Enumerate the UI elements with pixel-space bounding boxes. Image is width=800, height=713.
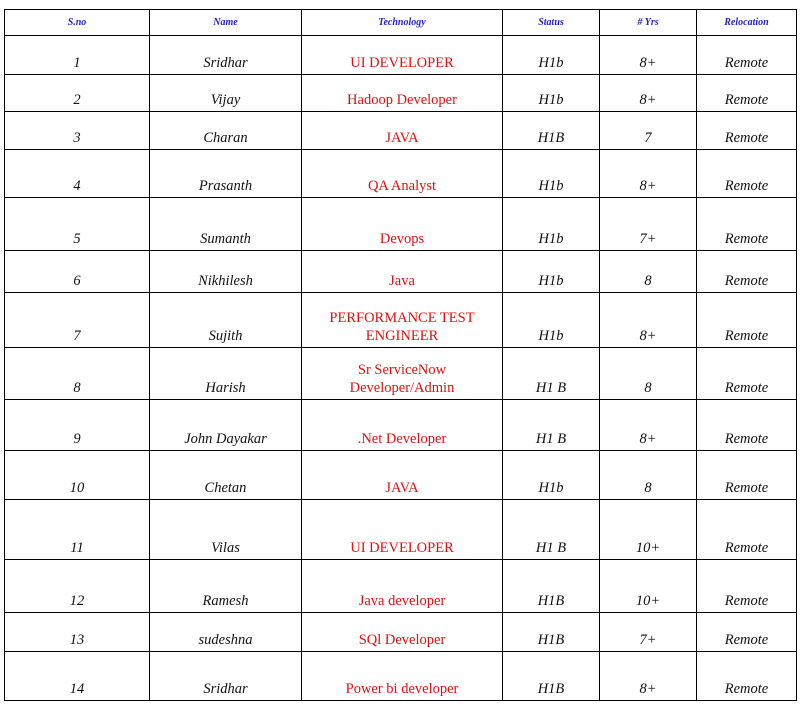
technology-text: Java <box>389 273 415 289</box>
cell-relocation: Remote <box>697 400 797 451</box>
header-row <box>5 10 797 36</box>
cell-status: H1B <box>503 112 600 150</box>
cell-relocation: Remote <box>697 36 797 75</box>
cell-sno: 11 <box>5 500 150 560</box>
technology-text: .Net Developer <box>357 431 447 447</box>
cell-sno: 13 <box>5 613 150 652</box>
cell-name: Sridhar <box>150 652 302 701</box>
cell-status: H1b <box>503 36 600 75</box>
cell-sno: 5 <box>5 198 150 251</box>
technology-text: UI DEVELOPER <box>350 540 454 556</box>
cell-technology <box>302 560 503 613</box>
cell-name: Chetan <box>150 451 302 500</box>
cell-technology <box>302 150 503 198</box>
header-relocation: Relocation <box>697 10 797 36</box>
cell-sno: 4 <box>5 150 150 198</box>
cell-yrs: 8 <box>600 348 697 400</box>
table-row <box>5 451 797 500</box>
technology-text: JAVA <box>385 480 419 496</box>
cell-relocation: Remote <box>697 451 797 500</box>
cell-name: John Dayakar <box>150 400 302 451</box>
cell-status: H1 B <box>503 348 600 400</box>
cell-status: H1b <box>503 293 600 348</box>
cell-name: Nikhilesh <box>150 251 302 293</box>
cell-status: H1b <box>503 150 600 198</box>
cell-relocation: Remote <box>697 251 797 293</box>
cell-yrs: 8 <box>600 251 697 293</box>
cell-relocation: Remote <box>697 348 797 400</box>
table-row <box>5 613 797 652</box>
cell-yrs: 8+ <box>600 150 697 198</box>
cell-yrs: 7 <box>600 112 697 150</box>
cell-technology <box>302 36 503 75</box>
table-row <box>5 150 797 198</box>
cell-relocation: Remote <box>697 652 797 701</box>
cell-technology <box>302 652 503 701</box>
cell-sno: 12 <box>5 560 150 613</box>
cell-name: Sujith <box>150 293 302 348</box>
candidates-table <box>4 9 797 701</box>
header-technology: Technology <box>302 10 503 36</box>
cell-yrs: 8 <box>600 451 697 500</box>
technology-text: QA Analyst <box>367 178 437 194</box>
cell-technology <box>302 400 503 451</box>
cell-name: Vijay <box>150 75 302 112</box>
cell-relocation: Remote <box>697 560 797 613</box>
table-row <box>5 251 797 293</box>
cell-yrs: 7+ <box>600 198 697 251</box>
cell-relocation: Remote <box>697 613 797 652</box>
header-status: Status <box>503 10 600 36</box>
cell-yrs: 8+ <box>600 293 697 348</box>
cell-status: H1B <box>503 613 600 652</box>
cell-name: Charan <box>150 112 302 150</box>
cell-yrs: 10+ <box>600 500 697 560</box>
header-yrs: # Yrs <box>600 10 697 36</box>
table-row <box>5 348 797 400</box>
cell-technology <box>302 75 503 112</box>
cell-relocation: Remote <box>697 293 797 348</box>
cell-sno: 1 <box>5 36 150 75</box>
cell-name: Sumanth <box>150 198 302 251</box>
cell-status: H1b <box>503 251 600 293</box>
technology-text: Hadoop Developer <box>347 92 457 108</box>
cell-sno: 2 <box>5 75 150 112</box>
cell-yrs: 8+ <box>600 36 697 75</box>
cell-yrs: 8+ <box>600 400 697 451</box>
table-row <box>5 36 797 75</box>
technology-text: Sr ServiceNow Developer/Admin <box>349 362 455 396</box>
cell-status: H1b <box>503 75 600 112</box>
cell-name: Vilas <box>150 500 302 560</box>
cell-technology <box>302 293 503 348</box>
cell-status: H1 B <box>503 400 600 451</box>
table-row <box>5 112 797 150</box>
cell-status: H1b <box>503 451 600 500</box>
technology-text: JAVA <box>385 130 419 146</box>
cell-relocation: Remote <box>697 150 797 198</box>
cell-name: Ramesh <box>150 560 302 613</box>
cell-relocation: Remote <box>697 75 797 112</box>
cell-sno: 9 <box>5 400 150 451</box>
cell-name: Sridhar <box>150 36 302 75</box>
cell-technology <box>302 451 503 500</box>
technology-text: Devops <box>379 231 425 247</box>
cell-yrs: 7+ <box>600 613 697 652</box>
cell-yrs: 8+ <box>600 75 697 112</box>
cell-technology <box>302 500 503 560</box>
table-row <box>5 500 797 560</box>
cell-status: H1 B <box>503 500 600 560</box>
cell-sno: 8 <box>5 348 150 400</box>
cell-relocation: Remote <box>697 112 797 150</box>
cell-relocation: Remote <box>697 500 797 560</box>
technology-text: UI DEVELOPER <box>350 55 454 71</box>
table-row <box>5 560 797 613</box>
table-row <box>5 75 797 112</box>
table-row <box>5 293 797 348</box>
cell-name: Prasanth <box>150 150 302 198</box>
cell-technology <box>302 613 503 652</box>
cell-status: H1B <box>503 652 600 701</box>
cell-yrs: 8+ <box>600 652 697 701</box>
cell-sno: 3 <box>5 112 150 150</box>
cell-yrs: 10+ <box>600 560 697 613</box>
technology-text: SQl Developer <box>358 632 446 648</box>
cell-sno: 7 <box>5 293 150 348</box>
cell-relocation: Remote <box>697 198 797 251</box>
table-row <box>5 652 797 701</box>
technology-text: Java developer <box>358 593 446 609</box>
table-row <box>5 198 797 251</box>
cell-technology <box>302 251 503 293</box>
header-name: Name <box>150 10 302 36</box>
cell-status: H1b <box>503 198 600 251</box>
cell-name: sudeshna <box>150 613 302 652</box>
cell-technology <box>302 348 503 400</box>
cell-sno: 6 <box>5 251 150 293</box>
cell-technology <box>302 112 503 150</box>
table-row <box>5 400 797 451</box>
cell-status: H1B <box>503 560 600 613</box>
cell-name: Harish <box>150 348 302 400</box>
technology-text: PERFORMANCE TEST ENGINEER <box>329 310 475 344</box>
cell-sno: 14 <box>5 652 150 701</box>
header-sno: S.no <box>5 10 150 36</box>
technology-text: Power bi developer <box>345 681 459 697</box>
cell-sno: 10 <box>5 451 150 500</box>
cell-technology <box>302 198 503 251</box>
